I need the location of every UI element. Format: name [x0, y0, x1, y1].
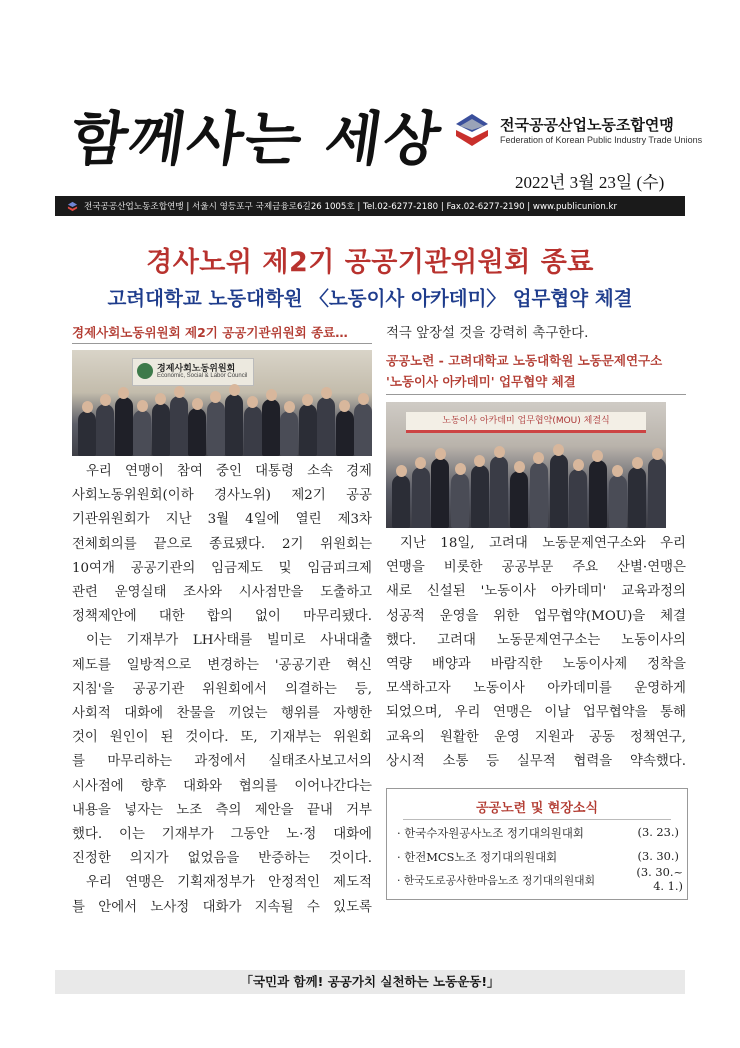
person-silhouette [550, 454, 568, 528]
person-head [82, 401, 93, 413]
person-silhouette [648, 458, 666, 528]
person-head [652, 448, 663, 460]
person-silhouette [133, 410, 151, 456]
article-line: 진정한 의지가 없었음을 반증하는 것이다. [72, 851, 372, 867]
right-article-kicker-line1: 공공노련 - 고려대학교 노동대학원 노동문제연구소 [386, 353, 663, 368]
person-head [455, 463, 466, 475]
right-article-body [386, 532, 686, 774]
person-head [396, 465, 407, 477]
person-silhouette [170, 396, 188, 456]
article-line: 우리 연맹은 기획재정부가 안정적인 제도적 [86, 875, 372, 891]
person-head [415, 457, 426, 469]
person-silhouette [510, 471, 528, 528]
person-silhouette [569, 469, 587, 528]
person-silhouette [225, 394, 243, 456]
article-line: 새로 신설된 '노동이사 아카데미' 교육과정의 [386, 584, 686, 600]
article-line: 관련 운영실태 조사와 시사점만을 도출하고 [72, 585, 372, 601]
article-line: 상시적 소통 등 실무적 협력을 약속했다. [386, 753, 686, 769]
person-silhouette [451, 473, 469, 528]
main-headline: 경사노위 제2기 공공기관위원회 종료 [146, 247, 594, 278]
article-line: 기관위원회가 지난 3월 4일에 열린 제3차 [72, 512, 372, 528]
person-silhouette [412, 467, 430, 528]
person-silhouette [280, 411, 298, 456]
right-kicker-divider [386, 394, 686, 395]
news-item: · 한국도로공사한마음노조 정기대의원대회 [397, 874, 596, 887]
person-head [266, 389, 277, 401]
person-head [192, 398, 203, 410]
person-head [632, 457, 643, 469]
news-item-date [597, 865, 683, 893]
person-silhouette [609, 475, 627, 528]
article-line: 정책제안에 대한 합의 없이 마무리됐다. [72, 609, 372, 625]
article-line: 했다. 고려대 노동문제연구소는 노동이사의 [386, 632, 686, 648]
news-box-divider [403, 819, 671, 820]
right-article-photo [386, 402, 666, 528]
person-silhouette [530, 462, 548, 528]
article-line: 틀 안에서 노사정 대화가 지속될 수 있도록 [72, 899, 372, 915]
person-head [514, 461, 525, 473]
person-head [339, 400, 350, 412]
article-line: 사회노동위원회(이하 경사노위) 제2기 공공 [72, 488, 372, 504]
news-item: · 한국수자원공사노조 정기대의원대회 [397, 826, 584, 840]
person-silhouette [317, 397, 335, 456]
news-item-date-line1: (3. 30.~ [636, 865, 683, 879]
person-silhouette [188, 408, 206, 456]
article-line: 것이 원인이 된 것이다. 또, 기재부는 위원회 [72, 730, 372, 746]
photo-banner: 노동이사 아카데미 업무협약(MOU) 체결식 [406, 412, 646, 433]
person-head [321, 387, 332, 399]
person-silhouette [471, 465, 489, 528]
person-silhouette [78, 411, 96, 456]
person-silhouette [299, 404, 317, 456]
org-name-en: Federation of Korean Public Industry Trade Unions [500, 135, 703, 145]
person-silhouette [262, 399, 280, 456]
person-silhouette [431, 458, 449, 528]
person-silhouette [207, 401, 225, 456]
sub-headline: 고려대학교 노동대학원 〈노동이사 아카데미〉 업무협약 체결 [107, 287, 633, 310]
left-article-photo [72, 350, 372, 456]
federation-logo-icon [452, 110, 492, 150]
right-article-kicker-line2: '노동이사 아카데미' 업무협약 체결 [386, 374, 576, 389]
article-line: 10여개 공공기관의 임금제도 및 임금피크제 [72, 560, 372, 576]
photo-signboard [132, 358, 254, 386]
person-silhouette [628, 467, 646, 528]
person-silhouette [589, 460, 607, 528]
article-line: 지난 18일, 고려대 노동문제연구소와 우리 [400, 536, 686, 551]
person-silhouette [115, 397, 133, 456]
article-line: 연맹을 비롯한 공공부문 주요 산별·연맹은 [386, 560, 686, 576]
person-silhouette [152, 403, 170, 456]
footer-slogan: 「국민과 함께! 공공가치 실천하는 노동운동!」 [55, 970, 685, 994]
person-head [137, 400, 148, 412]
article-line: 내용을 넣자는 노조 측의 제안을 끝내 거부 [72, 802, 372, 818]
article-line: 제도를 일방적으로 변경하는 '공공기관 혁신 [72, 657, 372, 673]
person-head [474, 455, 485, 467]
person-head [174, 386, 185, 398]
left-article-body [72, 460, 372, 920]
person-head [229, 384, 240, 396]
article-line: 를 마무리하는 과정에서 실태조사보고서의 [72, 754, 372, 770]
news-item-date-line2: 4. 1.) [653, 879, 683, 893]
person-head [358, 393, 369, 405]
person-head [573, 459, 584, 471]
photo-sign-en: Economic, Social & Labor Council [157, 373, 248, 379]
person-head [155, 393, 166, 405]
person-silhouette [392, 475, 410, 528]
news-box-title: 공공노련 및 현장소식 [475, 801, 599, 816]
article-line: 교육의 원활한 운영 지원과 공동 정책연구, [386, 729, 686, 745]
org-name-ko: 전국공공산업노동조합연맹 [500, 116, 674, 134]
person-silhouette [490, 456, 508, 528]
article-line: 되었으며, 우리 연맹은 이날 업무협약을 통해 [386, 705, 686, 721]
issue-date: 2022년 3월 23일 (수) [515, 173, 665, 192]
news-item-date: (3. 23.) [637, 825, 679, 839]
article-line: 성공적 운영을 위한 업무협약(MOU)을 체결 [386, 608, 686, 624]
article-line: 지침'을 공공기관 위원회에서 의결하는 등, [72, 681, 372, 697]
person-silhouette [336, 410, 354, 456]
article-line: 시사점에 향후 대화와 협의를 이어나간다는 [72, 778, 372, 794]
person-silhouette [354, 403, 372, 456]
right-continuation: 적극 앞장설 것을 강력히 촉구한다. [386, 326, 589, 341]
article-line: 모색하고자 노동이사 아카데미를 운영하게 [386, 681, 686, 697]
article-line: 이는 기재부가 LH사태를 빌미로 사내대출 [86, 633, 372, 649]
person-silhouette [96, 404, 114, 456]
council-logo-icon [137, 363, 153, 379]
article-line: 사회적 대화에 찬물을 끼얹는 행위를 자행한 [72, 706, 372, 722]
article-line: 역량 배양과 바람직한 노동이사제 정착을 [386, 657, 686, 673]
article-line: 전체회의를 끝으로 종료됐다. 2기 위원회는 [72, 536, 372, 552]
left-article-kicker: 경제사회노동위원회 제2기 공공기관위원회 종료… [72, 325, 348, 340]
person-silhouette [244, 406, 262, 456]
news-item: · 한전MCS노조 정기대의원대회 [397, 850, 558, 864]
news-item-date: (3. 30.) [637, 849, 679, 863]
masthead-title: 함께사는 세상 [66, 105, 447, 173]
left-kicker-divider [72, 343, 372, 344]
federation-mini-logo-icon [67, 201, 78, 212]
photo-sign-ko: 경제사회노동위원회 [157, 364, 236, 374]
contact-info-text: 전국공공산업노동조합연맹 | 서울시 영등포구 국제금융로6길26 1005호 | Tel.02-6277-2180 | Fax.02-6277-2190 | www.publicunion.kr [84, 202, 618, 212]
article-line: 했다. 이는 기재부가 그동안 노·정 대화에 [72, 827, 372, 843]
news-box [386, 788, 688, 900]
article-line: 우리 연맹이 참여 중인 대통령 소속 경제 [86, 464, 372, 479]
contact-info-bar [55, 196, 685, 216]
